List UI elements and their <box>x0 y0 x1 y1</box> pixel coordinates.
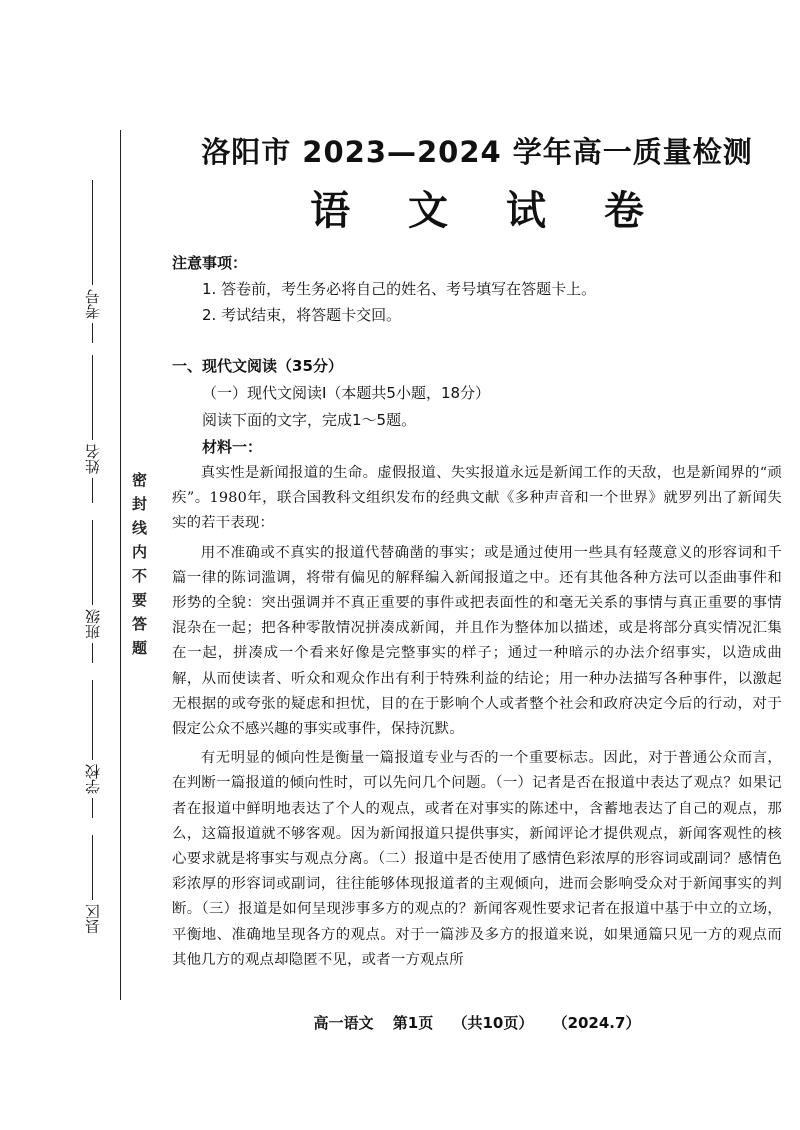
seal-line <box>120 130 121 1000</box>
section-heading: 一、现代文阅读（35分） <box>172 357 343 375</box>
name-label: 姓名 <box>83 444 102 474</box>
class-field[interactable] <box>78 520 106 675</box>
exam-number-label: 考号 <box>83 289 102 319</box>
body-paragraph: 有无明显的倾向性是衡量一篇报道专业与否的一个重要标志。因此，对于普通公众而言，在判断一篇报道的倾向性时，可以先问几个问题。（一）记者是否在报道中表达了观点？如果记者在报道中鲜明地表达了个人的观点，或者在对事实的陈述中，含蓄地表达了自己的观点，那么，这篇报道就不够客观。因为新闻报道只提供事实，新闻评论才提供观点，新闻客观性的核心要求就是将事实与观点分离。（二）报道中是否使用了感情色彩浓厚的形容词或副词？感情色彩浓厚的形容词或副词，往往能够体现报道者的主观倾向，进而会影响受众对于新闻事实的判断。（三）报道是如何呈现涉事多方的观点的？新闻客观性要求记者在报道中基于中立的立场，平衡地、准确地呈现各方的观点。对于一篇涉及多方的报道来说，如果通篇只见一方的观点而其他几方的观点却隐匿不见，或者一方观点所 <box>172 750 782 968</box>
notice-item: 1. 答卷前，考生务必将自己的姓名、考号填写在答题卡上。 <box>202 280 597 298</box>
subsection-heading: （一）现代文阅读Ⅰ（本题共5小题，18分） <box>202 384 491 402</box>
reading-instruction: 阅读下面的文字，完成1～5题。 <box>202 411 417 429</box>
page-footer <box>172 1012 782 1033</box>
notice-item: 2. 考试结束，将答题卡交回。 <box>202 306 402 324</box>
exam-title: 洛阳市 2023—2024 学年高一质量检测 <box>201 135 753 169</box>
quoted-paragraph: 用不准确或不真实的报道代替确凿的事实；或是通过使用一些具有轻蔑意义的形容词和千篇一律的陈词滥调，将带有偏见的解释编入新闻报道之中。还有其他各种方法可以歪曲事件和形势的全貌：突出强调并不真正重要的事件或把表面性的和毫无关系的事情与真正重要的事情混杂在一起；把各种零散情况拼凑成新闻，并且作为整体加以描述，或是将部分真实情况汇集在一起，拼凑成一个看来好像是完整事实的样子；通过一种暗示的办法介绍事实，以造成曲解，从而使读者、听众和观众作出有利于特殊利益的结论；用一种办法描写各种事件，以激起无根据的或夸张的疑虑和担忧，目的在于影响个人或者整个社会和政府决定今后的行动，对于假定公众不感兴趣的事实或事件，保持沉默。 <box>172 544 782 738</box>
body-paragraph: 真实性是新闻报道的生命。虚假报道、失实报道永远是新闻工作的天敌，也是新闻界的“顽疾”。1980年，联合国教科文组织发布的经典文献《多种声音和一个世界》就罗列出了新闻失实的若干表现： <box>172 465 782 532</box>
footer-date: （2024.7） <box>552 1014 641 1032</box>
exam-content <box>172 130 782 973</box>
exam-subtitle: 语 文 试 卷 <box>310 188 666 234</box>
class-label: 班级 <box>83 609 102 639</box>
seal-warning: 密封线内不要答题 <box>130 471 148 664</box>
exam-number-field[interactable] <box>78 180 106 350</box>
district-label: 县区 <box>83 904 102 934</box>
footer-total: （共10页） <box>452 1014 534 1032</box>
district-field[interactable] <box>78 835 106 950</box>
name-field[interactable] <box>78 355 106 515</box>
material-label: 材料一： <box>202 438 263 456</box>
notice-heading: 注意事项： <box>172 254 248 272</box>
school-field[interactable] <box>78 680 106 830</box>
school-label: 学校 <box>83 764 102 794</box>
footer-subject: 高一语文 <box>313 1014 374 1032</box>
footer-page: 第1页 <box>392 1014 434 1032</box>
